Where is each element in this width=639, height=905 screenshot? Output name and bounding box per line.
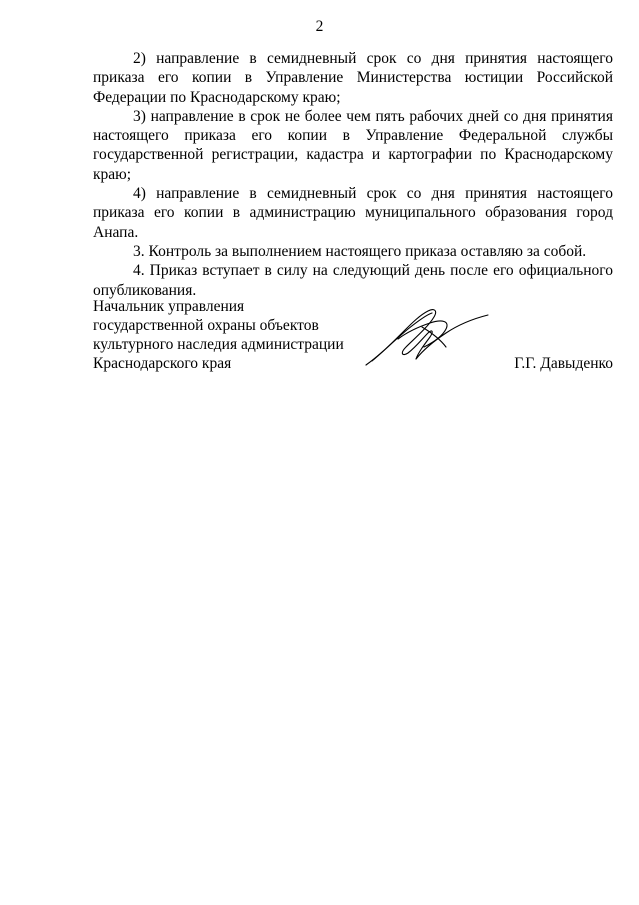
paragraph-item-4: 4) направление в семидневный срок со дня принятия настоящего приказа его копии в администрацию муниципального образования город Анапа. [93,185,613,241]
signatory-title-line: Начальник управления [93,298,245,315]
paragraph-control-clause: 3. Контроль за выполнением настоящего приказа оставляю за собой. [133,242,587,260]
signatory-title-line: Краснодарского края [93,355,232,372]
signatory-name: Г.Г. Давыденко [514,355,613,372]
paragraph-effective-clause: 4. Приказ вступает в силу на следующий день после его официального опубликования. [93,262,613,299]
signatory-title-line: государственной охраны объектов [93,317,319,334]
paragraph-item-2: 2) направление в семидневный срок со дня принятия настоящего приказа его копии в Управление Министерства юстиции Российской Федерации по Краснодарскому краю; [93,50,613,106]
document-body [93,49,613,300]
paragraph-item-3: 3) направление в срок не более чем пять рабочих дней со дня принятия настоящего приказа его копии в Управление Федеральной службы государственной регистрации, кадастра и картографии по Краснодарскому краю; [93,107,613,183]
signature-icon [362,303,494,369]
page-number: 2 [315,18,324,35]
signatory-title-line: культурного наследия администрации [93,336,344,353]
signature-block [93,297,613,373]
